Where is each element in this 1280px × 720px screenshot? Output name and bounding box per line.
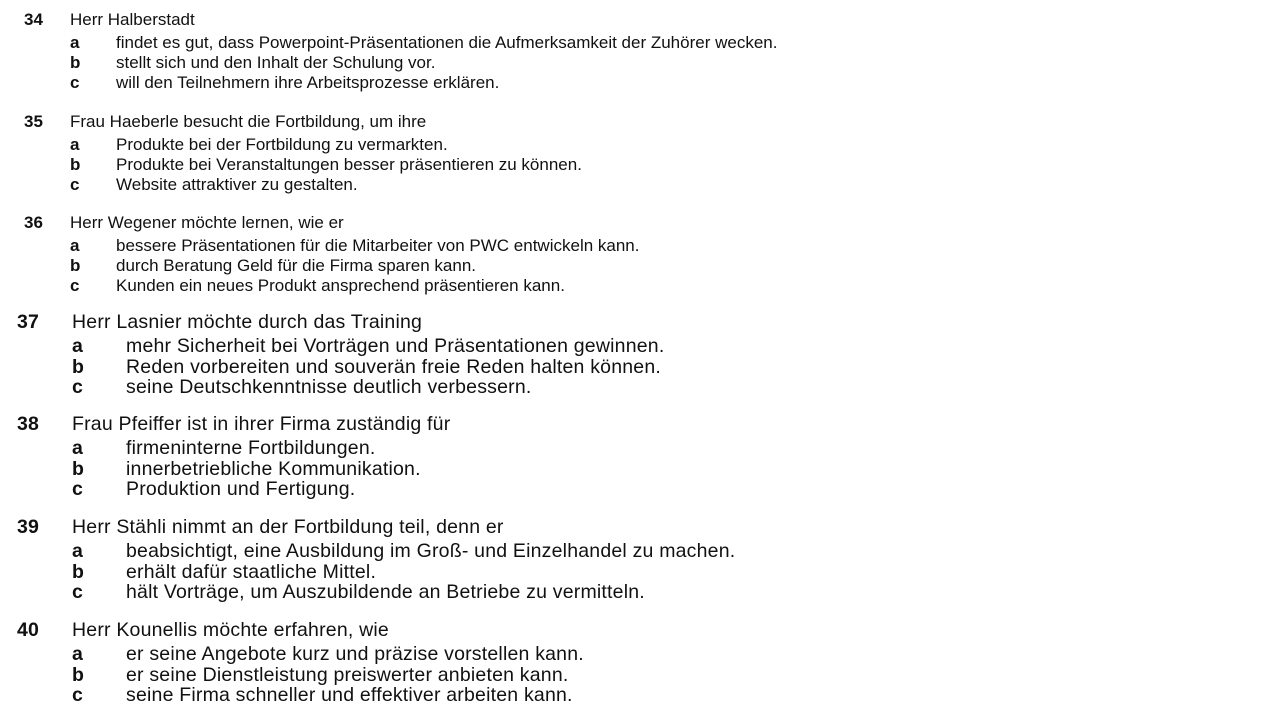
- answer-option-a: [17, 336, 664, 357]
- option-letter: a: [72, 335, 84, 357]
- question-header: [17, 618, 584, 642]
- answer-option-a: [24, 135, 582, 155]
- option-text: durch Beratung Geld für die Firma sparen kann.: [116, 256, 477, 275]
- option-letter: b: [72, 560, 85, 583]
- option-text: innerbetriebliche Kommunikation.: [126, 457, 421, 480]
- answer-option-b: [17, 459, 450, 480]
- answer-option-c: [24, 73, 777, 93]
- question-stem: Frau Pfeiffer ist in ihrer Firma zuständig für: [72, 413, 451, 435]
- answer-option-a: [24, 33, 777, 53]
- question-header: [24, 212, 639, 234]
- answer-option-c: [24, 276, 639, 296]
- question-header: [24, 111, 582, 133]
- option-letter: a: [70, 236, 80, 255]
- question-stem: Herr Lasnier möchte durch das Training: [72, 311, 423, 333]
- question-stem: Herr Kounellis möchte erfahren, wie: [72, 619, 389, 641]
- question-stem: Herr Stähli nimmt an der Fortbildung teil, denn er: [72, 516, 504, 538]
- answer-option-b: [24, 256, 639, 276]
- question-header: [17, 310, 664, 334]
- option-text: seine Firma schneller und effektiver arbeiten kann.: [126, 684, 573, 706]
- question-number: 37: [17, 311, 40, 333]
- answer-option-a: [24, 236, 639, 256]
- question-header: [17, 515, 735, 539]
- option-text: beabsichtigt, eine Ausbildung im Groß- und Einzelhandel zu machen.: [126, 540, 736, 562]
- question-36: [24, 212, 639, 296]
- option-text: er seine Angebote kurz und präzise vorstellen kann.: [126, 643, 584, 665]
- question-number: 35: [24, 112, 43, 131]
- option-text: findet es gut, dass Powerpoint-Präsentationen die Aufmerksamkeit der Zuhörer wecken.: [116, 33, 778, 52]
- option-letter: c: [72, 478, 84, 500]
- option-text: seine Deutschkenntnisse deutlich verbessern.: [126, 376, 532, 398]
- answer-option-c: [17, 479, 450, 500]
- option-text: Produkte bei der Fortbildung zu vermarkten.: [116, 135, 448, 154]
- question-39: [17, 515, 735, 603]
- answer-option-c: [17, 685, 584, 706]
- option-text: Reden vorbereiten und souverän freie Reden halten können.: [126, 355, 662, 378]
- question-number: 39: [17, 516, 40, 538]
- answer-option-b: [24, 155, 582, 175]
- option-letter: b: [70, 155, 81, 174]
- question-header: [17, 412, 450, 436]
- option-text: will den Teilnehmern ihre Arbeitsprozesse erklären.: [116, 73, 500, 92]
- option-text: Website attraktiver zu gestalten.: [116, 175, 358, 194]
- option-letter: b: [72, 663, 85, 686]
- option-text: Produktion und Fertigung.: [126, 478, 356, 500]
- option-text: erhält dafür staatliche Mittel.: [126, 560, 377, 583]
- option-text: bessere Präsentationen für die Mitarbeiter von PWC entwickeln kann.: [116, 236, 640, 255]
- option-letter: c: [70, 175, 80, 194]
- option-letter: a: [72, 643, 84, 665]
- option-letter: c: [72, 376, 84, 398]
- option-letter: b: [72, 457, 85, 480]
- answer-option-a: [17, 438, 450, 459]
- option-text: firmeninterne Fortbildungen.: [126, 437, 376, 459]
- option-text: stellt sich und den Inhalt der Schulung vor.: [116, 53, 436, 72]
- option-letter: a: [70, 33, 80, 52]
- question-38: [17, 412, 450, 500]
- question-stem: Herr Wegener möchte lernen, wie er: [70, 213, 344, 232]
- option-text: er seine Dienstleistung preiswerter anbieten kann.: [126, 663, 569, 686]
- option-text: Produkte bei Veranstaltungen besser präsentieren zu können.: [116, 155, 582, 174]
- answer-option-a: [17, 644, 584, 665]
- question-number: 38: [17, 413, 40, 435]
- option-letter: b: [70, 256, 81, 275]
- question-number: 40: [17, 619, 40, 641]
- answer-option-c: [17, 582, 735, 603]
- option-letter: c: [72, 581, 84, 603]
- option-letter: c: [72, 684, 84, 706]
- answer-option-b: [17, 665, 584, 686]
- option-text: mehr Sicherheit bei Vorträgen und Präsentationen gewinnen.: [126, 335, 665, 357]
- question-stem: Herr Halberstadt: [70, 10, 195, 29]
- option-letter: c: [70, 276, 80, 295]
- answer-option-a: [17, 541, 735, 562]
- question-number: 34: [24, 10, 43, 29]
- question-34: [24, 9, 777, 93]
- answer-option-b: [24, 53, 777, 73]
- option-letter: c: [70, 73, 80, 92]
- option-text: hält Vorträge, um Auszubildende an Betriebe zu vermitteln.: [126, 581, 645, 603]
- option-letter: a: [70, 135, 80, 154]
- answer-option-c: [17, 377, 664, 398]
- option-text: Kunden ein neues Produkt ansprechend präsentieren kann.: [116, 276, 565, 295]
- answer-option-c: [24, 175, 582, 195]
- option-letter: b: [72, 355, 85, 378]
- option-letter: b: [70, 53, 81, 72]
- option-letter: a: [72, 540, 84, 562]
- question-number: 36: [24, 213, 43, 232]
- question-35: [24, 111, 582, 195]
- question-stem: Frau Haeberle besucht die Fortbildung, um ihre: [70, 112, 427, 131]
- answer-option-b: [17, 562, 735, 583]
- option-letter: a: [72, 437, 84, 459]
- answer-option-b: [17, 357, 664, 378]
- question-header: [24, 9, 777, 31]
- question-40: [17, 618, 584, 706]
- question-37: [17, 310, 664, 398]
